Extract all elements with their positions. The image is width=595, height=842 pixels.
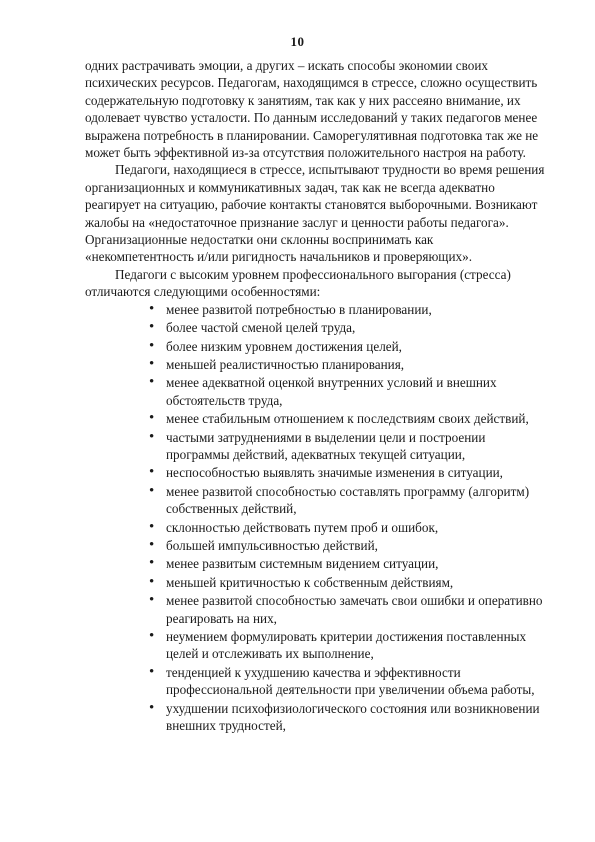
list-item: • более низким уровнем достижения целей,: [151, 338, 545, 355]
list-item: • ухудшении психофизиологического состояния или возникновении внешних трудностей,: [151, 700, 545, 735]
page-number: 10: [290, 34, 305, 49]
list-item: • склонностью действовать путем проб и ошибок,: [151, 519, 545, 536]
list-item: • менее адекватной оценкой внутренних условий и внешних обстоятельств труда,: [151, 374, 545, 409]
paragraph-stress-difficulties: Педагоги, находящиеся в стрессе, испытывают трудности во время решения организационных и коммуникативных задач, так как не всегда адекватно реагирует на ситуацию, рабочие контакты становятся выборочными. Возникают жалобы на «недостаточное признание заслуг и ценности работы педагога». Организационные недостатки они склонны воспринимать как «некомпетентность и/или ригидность начальников и проверяющих».: [85, 162, 545, 265]
list-item: • частыми затруднениями в выделении цели и построении программы действий, адекватных текущей ситуации,: [151, 429, 545, 464]
list-item: • менее развитой способностью замечать свои ошибки и оперативно реагировать на них,: [151, 592, 545, 627]
list-item: • менее развитой потребностью в планировании,: [151, 301, 545, 318]
paragraph-burnout-intro: Педагоги с высоким уровнем профессионального выгорания (стресса) отличаются следующими особенностями:: [85, 266, 511, 300]
list-item: • менее развитой способностью составлять программу (алгоритм) собственных действий,: [151, 483, 545, 518]
list-item: • неумением формулировать критерии достижения поставленных целей и отслеживать их выполнение,: [151, 628, 545, 663]
burnout-features-list: [85, 301, 545, 735]
page-content: [85, 57, 545, 735]
paragraph-continuation: одних растрачивать эмоции, а других – искать способы экономии своих психических ресурсов. Педагогам, находящимся в стрессе, сложно осуществить содержательную подготовку к занятиям, так как у них рассеяно внимание, их одолевает чувство усталости. По данным исследований у таких педагогов менее выражена потребность в планировании. Саморегулятивная подготовка так же не может быть эффективной из-за отсутствия положительного настроя на работу.: [85, 58, 539, 161]
list-item: • большей импульсивностью действий,: [151, 537, 545, 554]
list-item: • менее развитым системным видением ситуации,: [151, 555, 545, 572]
list-item: • тенденцией к ухудшению качества и эффективности профессиональной деятельности при увеличении объема работы,: [151, 664, 545, 699]
list-item: • менее стабильным отношением к последствиям своих действий,: [151, 410, 545, 427]
list-item: • более частой сменой целей труда,: [151, 319, 545, 336]
list-item: • неспособностью выявлять значимые изменения в ситуации,: [151, 464, 545, 481]
list-item: • меньшей реалистичностью планирования,: [151, 356, 545, 373]
list-item: • меньшей критичностью к собственным действиям,: [151, 574, 545, 591]
